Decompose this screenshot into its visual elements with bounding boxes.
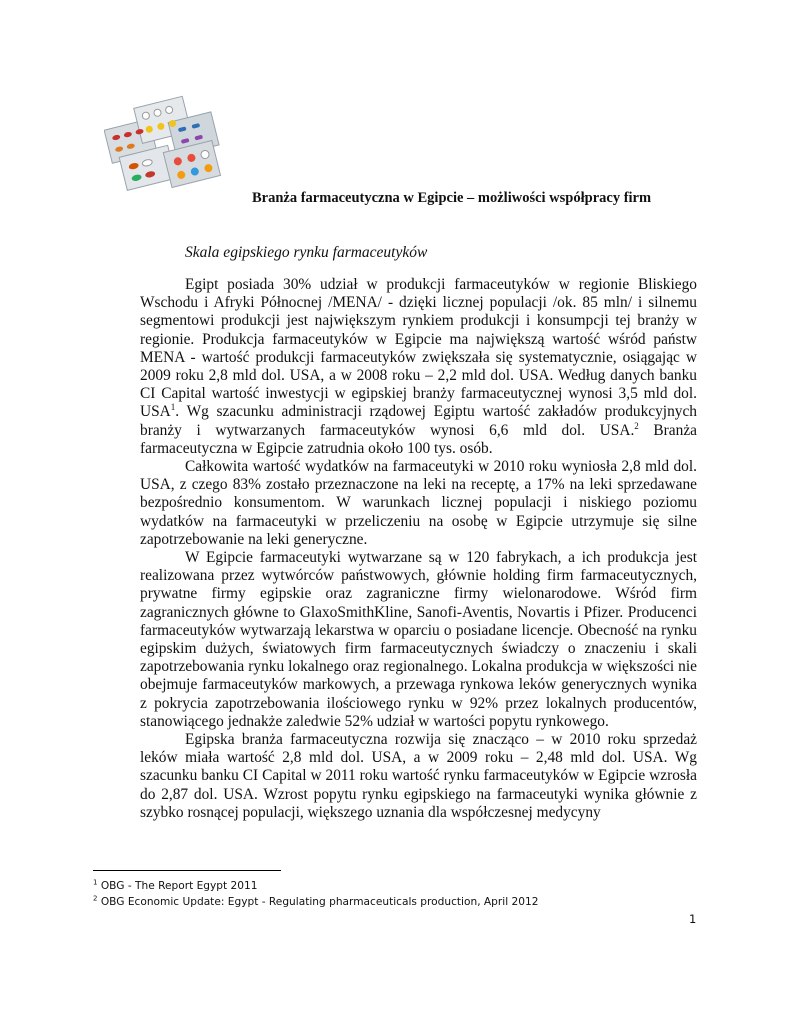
footnote-2-text: OBG Economic Update: Egypt - Regulating pharmaceuticals production, April 2012 xyxy=(100,896,539,908)
footnote-1-text: OBG - The Report Egypt 2011 xyxy=(100,880,258,892)
footnote-1-mark: 1 xyxy=(93,878,98,887)
footnote-2 xyxy=(93,894,538,910)
page-number: 1 xyxy=(689,912,697,926)
paragraph-1-part-a: Egipt posiada 30% udział w produkcji farmaceutyków w regionie Bliskiego Wschodu i Afryki Północnej /MENA/ - dzięki licznej populacji /ok. 85 mln/ i silnemu segmentowi produkcji jest największym rynkiem produkcji i konsumpcji tej branży w regionie. Produkcja farmaceutyków w Egipcie ma największą wartość wśród państw MENA - wartość produkcji farmaceutyków zwiększała się systematycznie, osiągając w 2009 roku 2,8 mld dol. USA, a w 2008 roku – 2,2 mld dol. USA. Według danych banku CI Capital wartość inwestycji w egipskiej branży farmaceutycznej wynosi 3,5 mld dol. USA xyxy=(140,276,697,421)
paragraph-3: W Egipcie farmaceutyki wytwarzane są w 120 fabrykach, a ich produkcja jest realizowana przez wytwórców państwowych, głównie holding firm farmaceutycznych, prywatne firmy egipskie oraz zagraniczne firmy wielonarodowe. Wśród firm zagranicznych główne to GlaxoSmithKline, Sanofi-Aventis, Novartis i Pfizer. Producenci farmaceutyków wytwarzają lekarstwa w oparciu o posiadane licencje. Obecność na rynku egipskim dużych, światowych firm farmaceutycznych świadczy o znaczeniu i skali zapotrzebowania rynku lokalnego oraz regionalnego. Lokalna produkcja w większości nie obejmuje farmaceutyków markowych, a przewaga rynkowa leków generycznych wynika z pokrycia zapotrzebowania ilościowego rynku w 92% przez lokalnych producentów, stanowiącego jednakże zaledwie 52% udział w wartości popytu rynkowego. xyxy=(140,549,697,730)
body-text xyxy=(140,276,697,822)
paragraph-1-part-c: Branża farmaceutyczna w Egipcie zatrudnia około 100 tys. osób. xyxy=(140,421,697,457)
footnotes xyxy=(93,878,538,910)
document-title: Branża farmaceutyczna w Egipcie – możliwości współpracy firm xyxy=(252,190,652,206)
paragraph-2: Całkowita wartość wydatków na farmaceutyki w 2010 roku wyniosła 2,8 mld dol. USA, z czego 83% zostało przeznaczone na leki na receptę, a 17% na leki sprzedawane bezpośrednio konsumentom. W warunkach licznej populacji i niskiego poziomu wydatków na farmaceutyki w przeliczeniu na osobę w Egipcie utrzymuje się silne zapotrzebowanie na leki generyczne. xyxy=(140,458,697,548)
footnote-2-mark: 2 xyxy=(93,894,98,903)
paragraph-4: Egipska branża farmaceutyczna rozwija się znacząco – w 2010 roku sprzedaż leków miała wartość 2,8 mld dol. USA, a w 2009 roku – 2,48 mld dol. USA. Wg szacunku banku CI Capital w 2011 roku wartość rynku farmaceutyków w Egipcie wzrosła do 2,87 dol. USA. Wzrost popytu rynku egipskiego na farmaceutyki wynika głównie z szybko rosnącej populacji, większego uznania dla współczesnej medycyny xyxy=(140,731,697,821)
pharmaceutical-pills-image xyxy=(104,94,226,200)
paragraph-1 xyxy=(140,276,697,458)
section-heading: Skala egipskiego rynku farmaceutyków xyxy=(185,244,428,261)
footnote-1 xyxy=(93,878,538,894)
footnote-separator xyxy=(93,870,281,871)
footnote-ref-1: 1 xyxy=(170,402,176,413)
footnote-ref-2: 2 xyxy=(634,420,639,431)
paragraph-1-part-b: . Wg szacunku administracji rządowej Egiptu wartość zakładów produkcyjnych branży i wytwarzanych farmaceutyków wynosi 6,6 mld dol. USA. xyxy=(140,403,697,439)
